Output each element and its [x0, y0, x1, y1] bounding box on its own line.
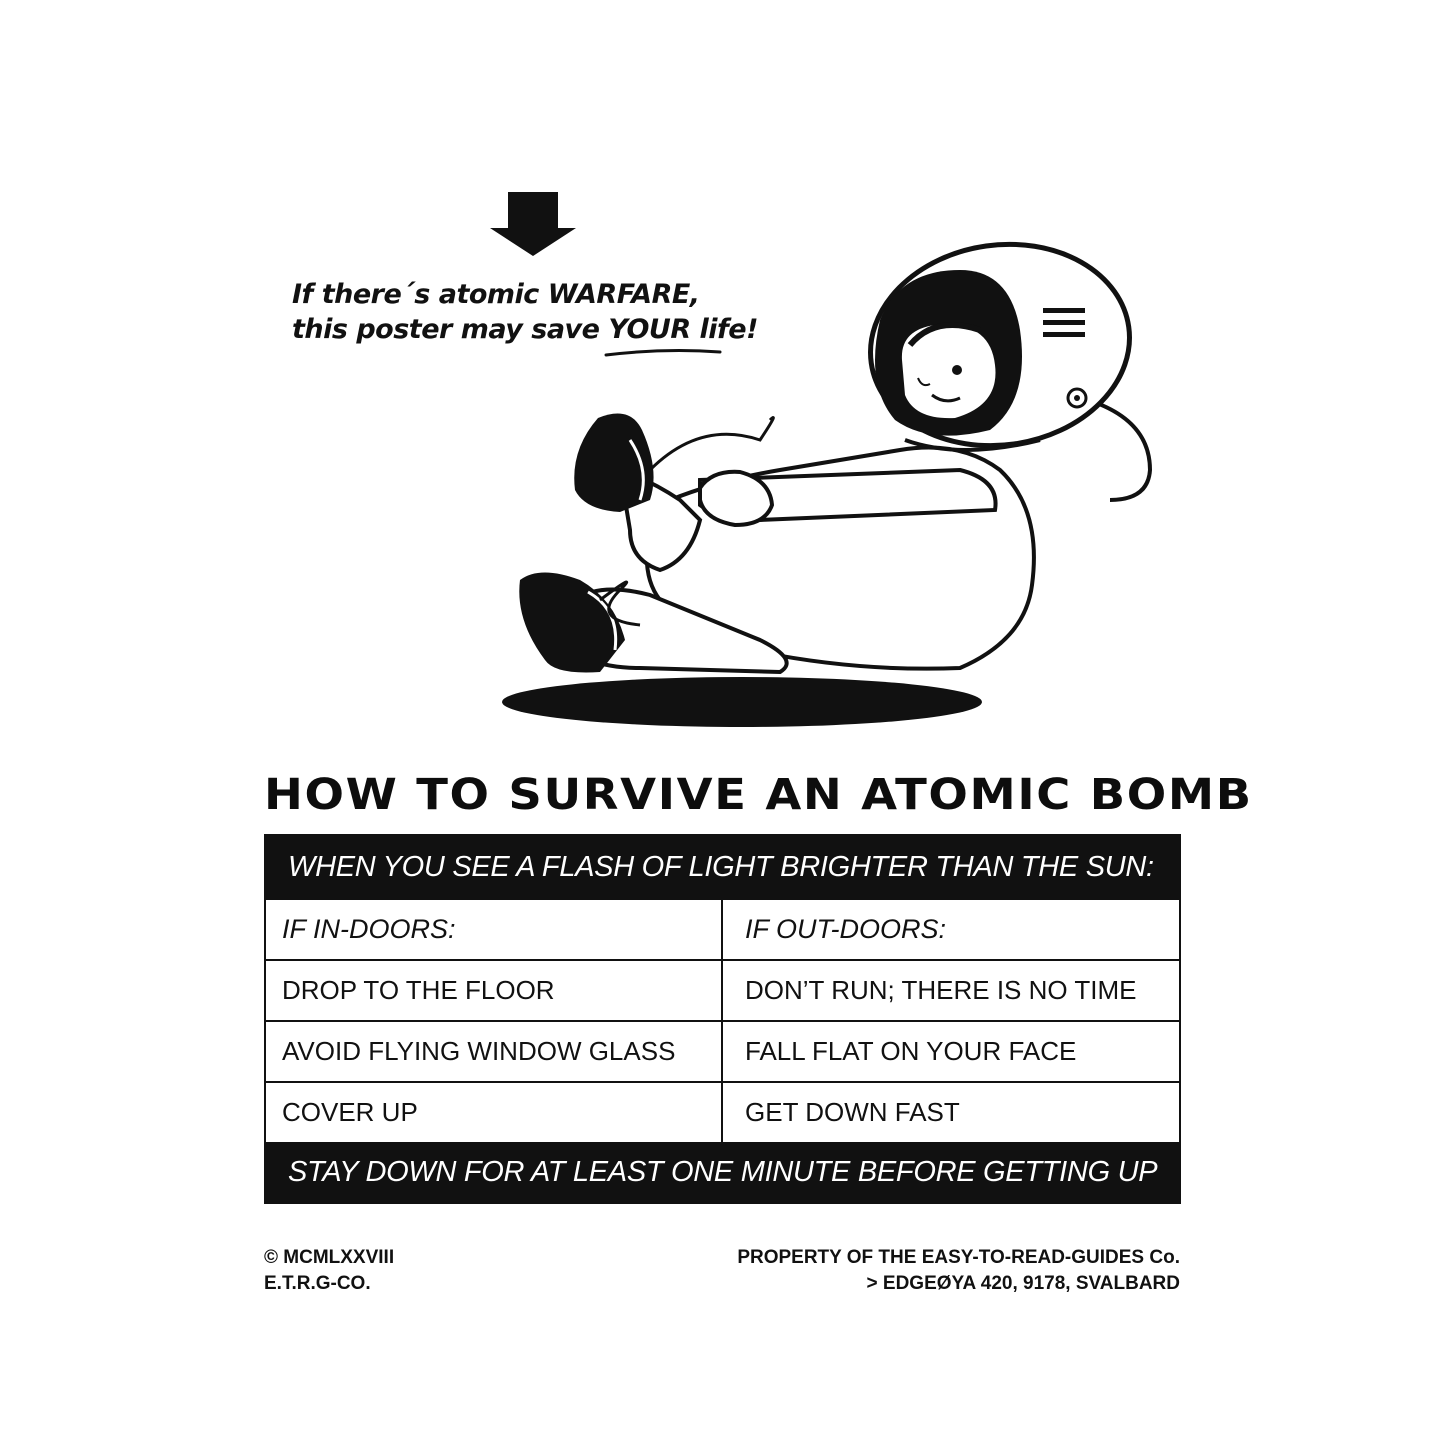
- table-header-row: [266, 898, 1179, 959]
- copyright-block: [264, 1245, 394, 1297]
- indoors-step-3: COVER UP: [266, 1083, 723, 1142]
- outdoors-step-3: GET DOWN FAST: [745, 1097, 960, 1127]
- tagline-line-2-prefix: this poster may save: [292, 314, 609, 345]
- header-indoors: IF IN-DOORS:: [266, 900, 723, 959]
- copyright-line: © MCMLXXVIII: [264, 1247, 395, 1268]
- tagline-line-1: If there´s atomic WARFARE,: [292, 279, 700, 310]
- indoors-step-1: DROP TO THE FLOOR: [266, 961, 723, 1020]
- address-block: [737, 1245, 1180, 1297]
- tagline-line-2-suffix: life!: [690, 314, 758, 345]
- instruction-table: [264, 834, 1181, 1204]
- outdoors-step-2: FALL FLAT ON YOUR FACE: [745, 1036, 1077, 1066]
- astronaut-illustration: [495, 240, 1175, 740]
- header-outdoors: IF OUT-DOORS:: [745, 914, 947, 944]
- page-title: HOW TO SURVIVE AN ATOMIC BOMB: [264, 770, 1253, 820]
- table-row: [266, 1020, 1179, 1081]
- tagline-emphasis: YOUR: [608, 314, 691, 345]
- property-line: PROPERTY OF THE EASY-TO-READ-GUIDES Co.: [737, 1247, 1180, 1268]
- company-abbrev: E.T.R.G-CO.: [264, 1273, 371, 1294]
- table-row: [266, 1081, 1179, 1142]
- indoors-step-2: AVOID FLYING WINDOW GLASS: [266, 1022, 723, 1081]
- address-line: > EDGEØYA 420, 9178, SVALBARD: [866, 1273, 1180, 1294]
- bottom-banner: STAY DOWN FOR AT LEAST ONE MINUTE BEFORE GETTING UP: [266, 1142, 1179, 1203]
- top-banner: WHEN YOU SEE A FLASH OF LIGHT BRIGHTER THAN THE SUN:: [266, 836, 1179, 898]
- outdoors-step-1: DON’T RUN; THERE IS NO TIME: [745, 975, 1137, 1005]
- table-row: [266, 959, 1179, 1020]
